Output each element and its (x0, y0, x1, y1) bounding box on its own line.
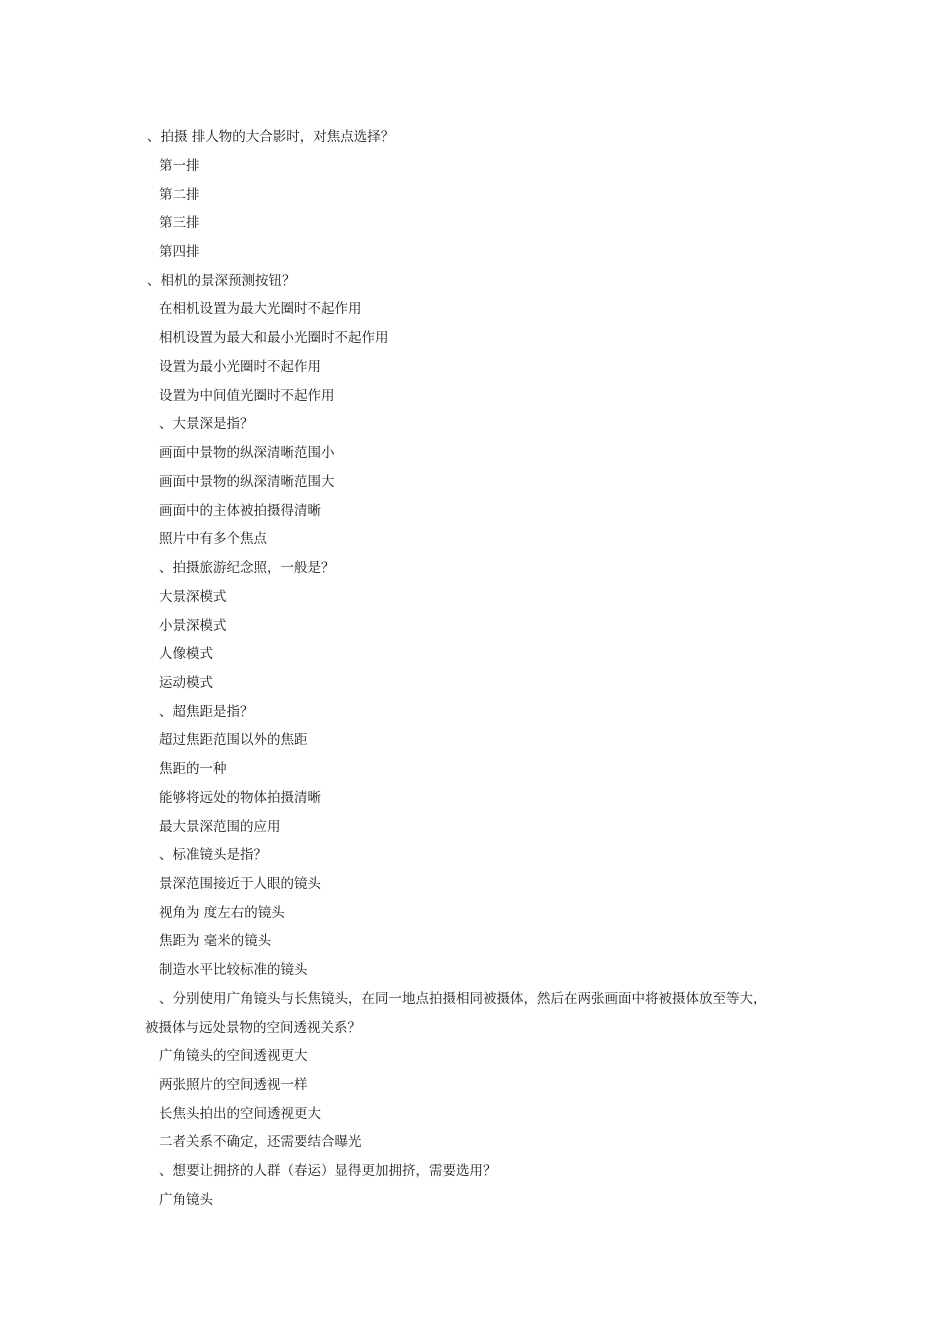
option-7d: 二者关系不确定，还需要结合曝光 (159, 1134, 362, 1150)
option-4a: 大景深模式 (159, 589, 227, 605)
option-3c: 画面中的主体被拍摄得清晰 (159, 503, 321, 519)
option-2d: 设置为中间值光圈时不起作用 (159, 388, 335, 404)
question-6: 、标准镜头是指？ (159, 847, 267, 863)
option-6c: 焦距为 毫米的镜头 (159, 933, 272, 949)
option-7b: 两张照片的空间透视一样 (159, 1077, 308, 1093)
question-7-continued: 被摄体与远处景物的空间透视关系？ (145, 1020, 361, 1036)
option-5d: 最大景深范围的应用 (159, 819, 281, 835)
question-2: 、相机的景深预测按钮？ (147, 273, 296, 289)
question-3: 、大景深是指？ (159, 416, 254, 432)
option-5b: 焦距的一种 (159, 761, 227, 777)
option-1a: 第一排 (159, 158, 200, 174)
question-8: 、想要让拥挤的人群（春运）显得更加拥挤，需要选用？ (159, 1163, 497, 1179)
option-4c: 人像模式 (159, 646, 213, 662)
option-3d: 照片中有多个焦点 (159, 531, 267, 547)
option-7a: 广角镜头的空间透视更大 (159, 1048, 308, 1064)
option-1b: 第二排 (159, 187, 200, 203)
option-8a: 广角镜头 (159, 1192, 213, 1208)
option-4b: 小景深模式 (159, 618, 227, 634)
option-1d: 第四排 (159, 244, 200, 260)
option-1c: 第三排 (159, 215, 200, 231)
option-2b: 相机设置为最大和最小光圈时不起作用 (159, 330, 389, 346)
option-5c: 能够将远处的物体拍摄清晰 (159, 790, 321, 806)
question-7: 、分别使用广角镜头与长焦镜头，在同一地点拍摄相同被摄体，然后在两张画面中将被摄体放至等大， (159, 991, 767, 1007)
option-2c: 设置为最小光圈时不起作用 (159, 359, 321, 375)
option-5a: 超过焦距范围以外的焦距 (159, 732, 308, 748)
option-7c: 长焦头拍出的空间透视更大 (159, 1106, 321, 1122)
option-6a: 景深范围接近于人眼的镜头 (159, 876, 321, 892)
question-4: 、拍摄旅游纪念照，一般是？ (159, 560, 335, 576)
question-1: 、拍摄 排人物的大合影时，对焦点选择？ (147, 129, 395, 145)
question-5: 、超焦距是指？ (159, 704, 254, 720)
option-3b: 画面中景物的纵深清晰范围大 (159, 474, 335, 490)
option-3a: 画面中景物的纵深清晰范围小 (159, 445, 335, 461)
option-6d: 制造水平比较标准的镜头 (159, 962, 308, 978)
option-6b: 视角为 度左右的镜头 (159, 905, 285, 921)
option-2a: 在相机设置为最大光圈时不起作用 (159, 301, 362, 317)
option-4d: 运动模式 (159, 675, 213, 691)
